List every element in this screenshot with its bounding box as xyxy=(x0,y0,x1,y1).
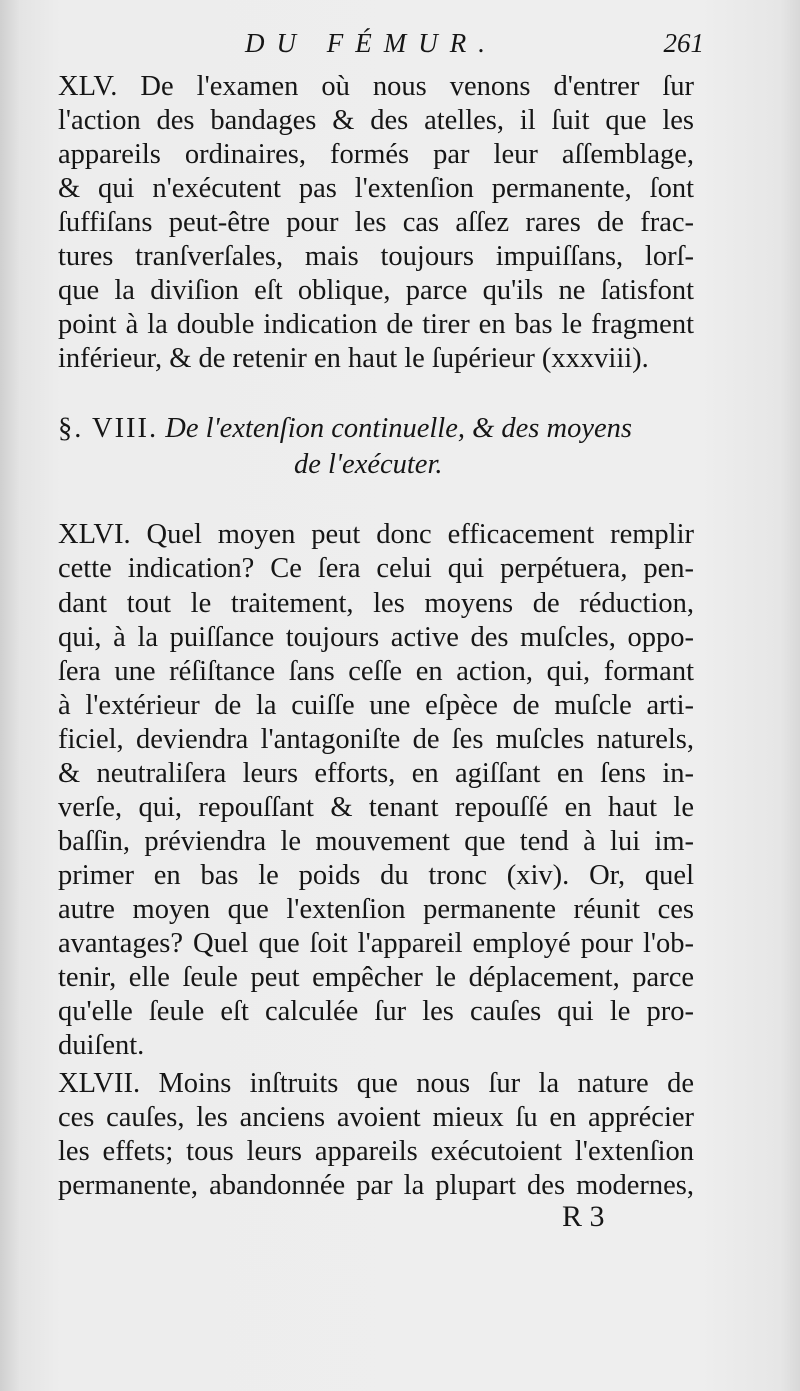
text-line: verſe, qui, repouſſant & tenant repouſſé en haut le xyxy=(58,792,694,823)
text-line: les effets; tous leurs appareils exécutoient l'extenſion xyxy=(58,1136,694,1167)
text-line: XLVII. Moins inſtruits que nous ſur la nature de xyxy=(58,1068,694,1099)
text-line: XLVI. Quel moyen peut donc efficacement remplir xyxy=(58,519,694,550)
section-title-continued: de l'exécuter. xyxy=(294,449,443,480)
text-line: ficiel, deviendra l'antagoniſte de ſes muſcles naturels, xyxy=(58,724,694,755)
text-line: appareils ordinaires, formés par leur aſſemblage, xyxy=(58,139,694,170)
text-line: dant tout le traitement, les moyens de réduction, xyxy=(58,588,694,619)
text-line: ſuffiſans peut-être pour les cas aſſez rares de frac- xyxy=(58,207,694,238)
text-line: tenir, elle ſeule peut empêcher le déplacement, parce xyxy=(58,962,694,993)
text-line: permanente, abandonnée par la plupart des modernes, xyxy=(58,1170,694,1201)
text-line: & neutraliſera leurs efforts, en agiſſant en ſens in- xyxy=(58,758,694,789)
text-line: & qui n'exécutent pas l'extenſion permanente, ſont xyxy=(58,173,694,204)
section-heading xyxy=(58,412,694,446)
text-line: XLV. De l'examen où nous venons d'entrer ſur xyxy=(58,71,694,102)
text-line: inférieur, & de retenir en haut le ſupérieur (xxxviii). xyxy=(58,343,649,374)
page-header xyxy=(60,28,704,64)
text-line: ſera une réſiſtance ſans ceſſe en action, qui, formant xyxy=(58,656,694,687)
signature-mark: R 3 xyxy=(562,1200,605,1233)
text-line: tures tranſverſales, mais toujours impuiſſans, lorſ- xyxy=(58,241,694,272)
text-line: primer en bas le poids du tronc (xiv). Or, quel xyxy=(58,860,694,891)
text-line: ces cauſes, les anciens avoient mieux ſu en apprécier xyxy=(58,1102,694,1133)
running-head: DU FÉMUR. xyxy=(245,28,497,58)
text-line: duiſent. xyxy=(58,1030,145,1061)
page-number: 261 xyxy=(663,28,704,58)
text-line: cette indication? Ce ſera celui qui perpétuera, pen- xyxy=(58,553,694,584)
section-number: §. VIII. xyxy=(58,413,159,444)
text-line: point à la double indication de tirer en bas le fragment xyxy=(58,309,694,340)
text-line: à l'extérieur de la cuiſſe une eſpèce de muſcle arti- xyxy=(58,690,694,721)
text-line: qu'elle ſeule eſt calculée ſur les cauſes qui le pro- xyxy=(58,996,694,1027)
text-line: avantages? Quel que ſoit l'appareil employé pour l'ob- xyxy=(58,928,694,959)
text-line: baſſin, préviendra le mouvement que tend à lui im- xyxy=(58,826,694,857)
text-line: autre moyen que l'extenſion permanente réunit ces xyxy=(58,894,694,925)
text-line: qui, à la puiſſance toujours active des muſcles, oppo- xyxy=(58,622,694,653)
text-line: l'action des bandages & des atelles, il ſuit que les xyxy=(58,105,694,136)
text-line: que la diviſion eſt oblique, parce qu'ils ne ſatisfont xyxy=(58,275,694,306)
section-title: De l'extenſion continuelle, & des moyens xyxy=(165,413,632,444)
